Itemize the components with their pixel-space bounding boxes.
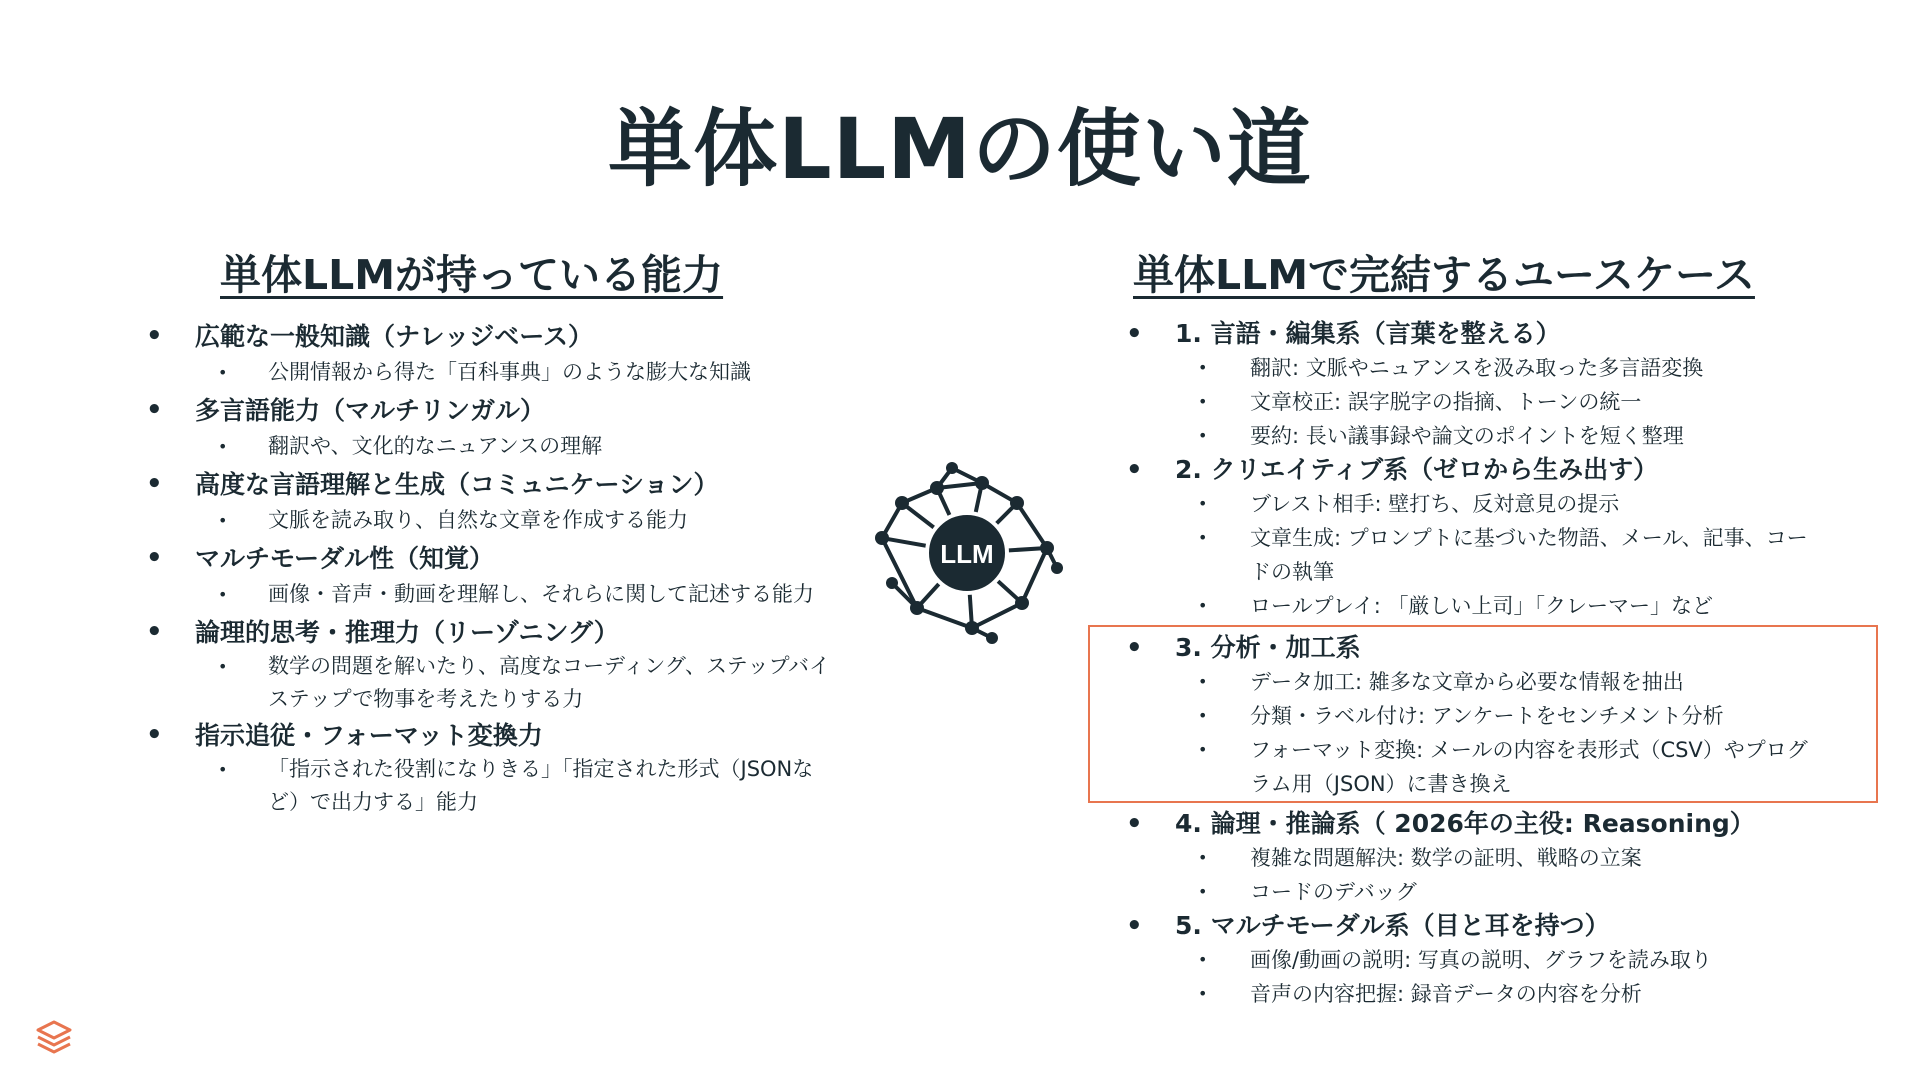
sub-item: • 文章校正: 誤字脱字の指摘、トーンの統一	[1120, 385, 1820, 419]
sub-item: • ブレスト相手: 壁打ち、反対意見の提示	[1120, 487, 1820, 521]
sub-item: • 画像/動画の説明: 写真の説明、グラフを読み取り	[1120, 943, 1820, 977]
sub-item: • ロールプレイ: 「厳しい上司」「クレーマー」など	[1120, 589, 1820, 623]
network-node-icon	[862, 458, 1072, 648]
slide-title: 単体LLMの使い道	[608, 100, 1312, 198]
sub-item: • 「指示された役割になりきる」「指定された形式（JSONなど）で出力する」能力	[140, 753, 840, 819]
sub-item: • 翻訳や、文化的なニュアンスの理解	[140, 428, 840, 465]
item-title: • 広範な一般知識（ナレッジベース）	[140, 319, 840, 354]
item-title: • 論理的思考・推理力（リーゾニング）	[140, 615, 840, 650]
list-item	[1120, 909, 1820, 1011]
sub-item: • 数学の問題を解いたり、高度なコーディング、ステップバイステップで物事を考えたりする力	[140, 650, 840, 716]
sub-item: • 分類・ラベル付け: アンケートをセンチメント分析	[1120, 699, 1820, 733]
sub-item: • 要約: 長い議事録や論文のポイントを短く整理	[1120, 419, 1820, 453]
sub-item: • コードのデバッグ	[1120, 875, 1820, 909]
stacked-layers-logo-icon	[34, 1018, 74, 1058]
list-item	[140, 467, 840, 539]
item-title: • 3. 分析・加工系	[1120, 631, 1820, 665]
sub-item: • 複雑な問題解決: 数学の証明、戦略の立案	[1120, 841, 1820, 875]
sub-item: • 文章生成: プロンプトに基づいた物語、メール、記事、コードの執筆	[1120, 521, 1820, 589]
sub-item: • 公開情報から得た「百科事典」のような膨大な知識	[140, 354, 840, 391]
list-item	[140, 393, 840, 465]
item-title: • 高度な言語理解と生成（コミュニケーション）	[140, 467, 840, 502]
list-item	[1120, 453, 1820, 623]
sub-item: • 文脈を読み取り、自然な文章を作成する能力	[140, 502, 840, 539]
sub-item: • フォーマット変換: メールの内容を表形式（CSV）やプログラム用（JSON）に書き換え	[1120, 733, 1820, 801]
item-title: • 多言語能力（マルチリンガル）	[140, 393, 840, 428]
item-title: • 5. マルチモーダル系（目と耳を持つ）	[1120, 909, 1820, 943]
list-item	[140, 541, 840, 613]
item-title: • 指示追従・フォーマット変換力	[140, 718, 840, 753]
list-item	[140, 718, 840, 819]
sub-item: • 翻訳: 文脈やニュアンスを汲み取った多言語変換	[1120, 351, 1820, 385]
right-column-heading: 単体LLMで完結するユースケース	[1133, 251, 1755, 299]
item-title: • マルチモーダル性（知覚）	[140, 541, 840, 576]
item-title: • 1. 言語・編集系（言葉を整える）	[1120, 317, 1820, 351]
list-item	[1120, 317, 1820, 453]
sub-item: • データ加工: 雑多な文章から必要な情報を抽出	[1120, 665, 1820, 699]
highlight-box	[1088, 625, 1878, 803]
list-item	[1120, 807, 1820, 909]
list-item	[140, 319, 840, 391]
sub-item: • 音声の内容把握: 録音データの内容を分析	[1120, 977, 1820, 1011]
hub-label: LLM	[940, 539, 994, 569]
list-item	[140, 615, 840, 716]
sub-item: • 画像・音声・動画を理解し、それらに関して記述する能力	[140, 576, 840, 613]
item-title: • 2. クリエイティブ系（ゼロから生み出す）	[1120, 453, 1820, 487]
capabilities-list	[140, 317, 840, 819]
left-column-heading: 単体LLMが持っている能力	[220, 251, 724, 299]
item-title: • 4. 論理・推論系（ 2026年の主役: Reasoning）	[1120, 807, 1820, 841]
